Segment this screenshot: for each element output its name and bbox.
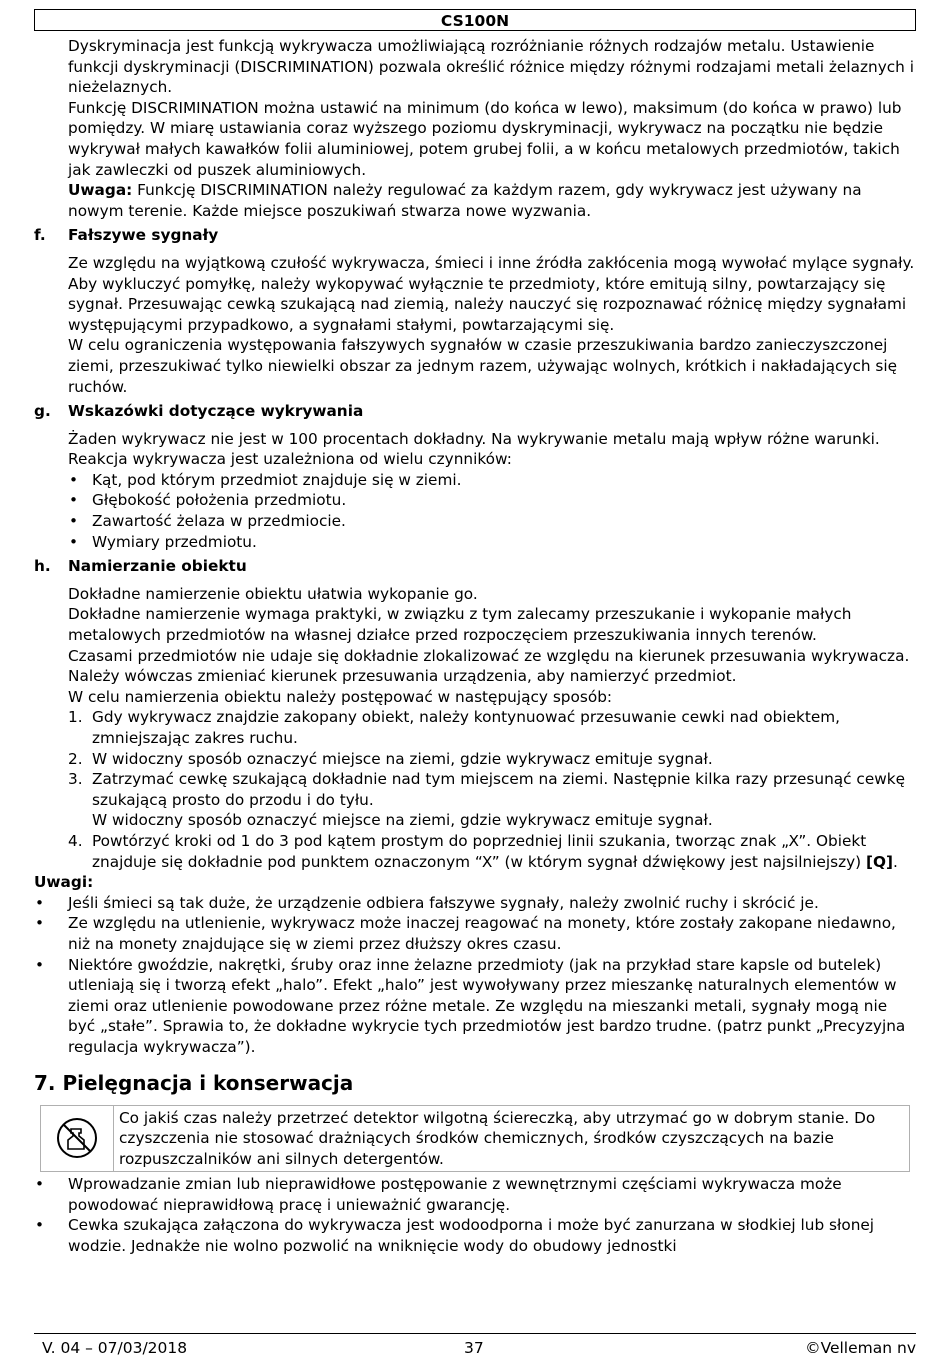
list-item: • Wprowadzanie zmian lub nieprawidłowe postępowanie z wewnętrznymi częściami wykrywacza może powodować nieprawidłową pracę i unieważnić gwarancję. <box>34 1174 916 1215</box>
section-g-letter: g. <box>34 402 51 421</box>
step-item <box>68 769 916 831</box>
list-item: • Wymiary przedmiotu. <box>68 532 916 553</box>
section-g-title: Wskazówki dotyczące wykrywania <box>68 402 364 421</box>
factor-list <box>68 470 916 552</box>
section-f-heading <box>34 225 916 246</box>
step-text: Powtórzyć kroki od 1 do 3 pod kątem prostym do poprzedniej linii szukania, tworząc znak „X”. Obiekt znajduje się dokładnie pod punktem oznaczonym “X” (w którym sygnał dźwiękowy jest najsilniejszy) <box>92 831 867 871</box>
section-g-heading <box>34 401 916 422</box>
step-item <box>68 831 916 872</box>
icon-cell <box>41 1106 114 1172</box>
page-content <box>34 36 916 1257</box>
section-h-title: Namierzanie obiektu <box>68 557 247 576</box>
note-label: Uwaga: <box>68 181 133 200</box>
section-f-title: Fałszywe sygnały <box>68 226 219 245</box>
header-title: CS100N <box>440 12 510 30</box>
section-h-heading <box>34 556 916 577</box>
list-item: • Cewka szukająca załączona do wykrywacza jest wodoodporna i może być zanurzana w słodkiej lub słonej wodzie. Jednakże nie wolno pozwolić na wniknięcie wody do obudowy jednostki <box>34 1215 916 1256</box>
list-item: • Ze względu na utlenienie, wykrywacz może inaczej reagować na monety, które zostały zakopane niedawno, niż na monety znajdujące się w ziemi przez dłuższy okres czasu. <box>34 913 916 954</box>
section-f-paragraph-2: W celu ograniczenia występowania fałszywych sygnałów w czasie przeszukiwania bardzo zanieczyszczonej ziemi, przeszukiwać tylko niewielki obszar za jednym razem, używając wolnych, krótkich i nakładających się ruchów. <box>68 336 898 396</box>
note-text: Funkcję DISCRIMINATION należy regulować za każdym razem, gdy wykrywacz jest używany na nowym terenie. Każde miejsce poszukiwań stwarza nowe wyzwania. <box>68 181 862 220</box>
step-text: Gdy wykrywacz znajdzie zakopany obiekt, należy kontynuować przesuwanie cewki nad obiektem, zmniejszając zakres ruchu. <box>92 708 841 747</box>
remarks-list <box>34 893 916 1058</box>
section-f-body <box>34 253 916 397</box>
list-item: • Jeśli śmieci są tak duże, że urządzenie odbiera fałszywe sygnały, należy zwolnić ruchy i skrócić je. <box>34 893 916 914</box>
discrimination-paragraph-2: Funkcję DISCRIMINATION można ustawić na minimum (do końca w lewo), maksimum (do końca w prawo) lub pomiędzy. W miarę ustawiania coraz wyższego poziomu dyskryminacji, wykrywacz na początku nie będzie wykrywał małych kawałków folii aluminiowej, potem grubej folii, a w końcu metalowych przedmiotów, takich jak zawleczki od puszek aluminiowych. <box>68 98 902 179</box>
section-h-paragraph-3: Czasami przedmiotów nie udaje się dokładnie zlokalizować ze względu na kierunek przesuwania wykrywacza. Należy wówczas zmieniać kierunek przesuwania urządzenia, aby namierzyć przedmiot. <box>68 646 910 686</box>
section-g-paragraph-1: Żaden wykrywacz nie jest w 100 procentach dokładny. Na wykrywanie metalu mają wpływ różne warunki. Reakcja wykrywacza jest uzależniona od wielu czynników: <box>68 429 880 469</box>
section-f-letter: f. <box>34 226 46 245</box>
step-number: 4. <box>68 831 83 850</box>
step-text-end: . <box>893 852 898 871</box>
footer-version: V. 04 – 07/03/2018 <box>42 1339 188 1357</box>
step-number: 3. <box>68 770 83 789</box>
section-7-title: 7. Pielęgnacja i konserwacja <box>34 1070 354 1095</box>
discrimination-note <box>68 180 916 221</box>
step-number: 1. <box>68 708 83 727</box>
section-h-paragraph-4: W celu namierzenia obiektu należy postępować w następujący sposób: <box>68 687 613 706</box>
section-h-paragraph-1: Dokładne namierzenie obiektu ułatwia wykopanie go. <box>68 584 478 603</box>
remarks-label: Uwagi: <box>34 873 94 892</box>
list-item: • Niektóre gwoździe, nakrętki, śruby oraz inne żelazne przedmioty (jak na przykład stare kapsle od butelek) utleniają się i tworzą efekt „halo”. Efekt „halo” jest wywoływany przez mieszankę naturalnych elementów w ziemi oraz utlenienie powodowane przez różne metale. Ze względu na mieszanki metali, sygnały mogą nie być „stałe”. Sprawia to, że dokładne wykrycie tych przedmiotów jest bardzo trudne. (patrz punkt „Precyzyjna regulacja wykrywacza”). <box>34 955 916 1058</box>
step-text-continued: W widoczny sposób oznaczyć miejsce na ziemi, gdzie wykrywacz emituje sygnał. <box>92 811 713 830</box>
page-footer <box>34 1333 916 1362</box>
section-h-body <box>34 584 916 872</box>
section-h-paragraph-2: Dokładne namierzenie wymaga praktyki, w związku z tym zalecamy przeszukanie i wykopanie małych metalowych przedmiotów na własnej działce przed rozpoczęciem przeszukiwania innych terenów. <box>68 605 852 645</box>
step-item <box>68 749 916 770</box>
footer-page-number: 37 <box>464 1339 484 1357</box>
maintenance-note-box <box>40 1105 910 1173</box>
section-g-body <box>34 429 916 553</box>
list-item: • Głębokość położenia przedmiotu. <box>68 490 916 511</box>
step-text: Zatrzymać cewkę szukającą dokładnie nad tym miejscem na ziemi. Następnie kilka razy przesunąć cewkę szukającą prosto do przodu i do tyłu. <box>92 770 906 809</box>
no-chemicals-icon <box>55 1116 99 1160</box>
footer-copyright: ©Velleman nv <box>805 1339 916 1357</box>
step-number: 2. <box>68 749 83 768</box>
discrimination-block <box>34 36 916 221</box>
steps-list <box>68 707 916 872</box>
section-h-letter: h. <box>34 557 51 576</box>
figure-reference: [Q] <box>866 852 894 871</box>
section-f-paragraph-1: Ze względu na wyjątkową czułość wykrywacza, śmieci i inne źródła zakłócenia mogą wywołać mylące sygnały. Aby wykluczyć pomyłkę, należy wykopywać wyłącznie te przedmioty, które emitują silny, powtarzający się sygnał. Przesuwając cewką szukającą nad ziemią, należy nauczyć się rozpoznawać różnicę między sygnałami występującymi przypadkowo, a sygnałami stałymi, powtarzającymi się. <box>68 253 915 334</box>
maintenance-note-text: Co jakiś czas należy przetrzeć detektor wilgotną ściereczką, aby utrzymać go w dobrym stanie. Do czyszczenia nie stosować drażniących środków chemicznych, środków czyszczących na bazie rozpuszczalników ani silnych detergentów. <box>119 1108 876 1168</box>
maintenance-list <box>34 1174 916 1256</box>
list-item: • Zawartość żelaza w przedmiocie. <box>68 511 916 532</box>
page-header <box>34 9 916 31</box>
step-item <box>68 707 916 748</box>
step-text: W widoczny sposób oznaczyć miejsce na ziemi, gdzie wykrywacz emituje sygnał. <box>92 749 713 768</box>
discrimination-paragraph-1: Dyskryminacja jest funkcją wykrywacza umożliwiającą rozróżnianie różnych rodzajów metalu. Ustawienie funkcji dyskryminacji (DISCRIMINATION) pozwala określić różnice między różnymi rodzajami metali żelaznych i nieżelaznych. <box>68 37 914 97</box>
list-item: • Kąt, pod którym przedmiot znajduje się w ziemi. <box>68 470 916 491</box>
